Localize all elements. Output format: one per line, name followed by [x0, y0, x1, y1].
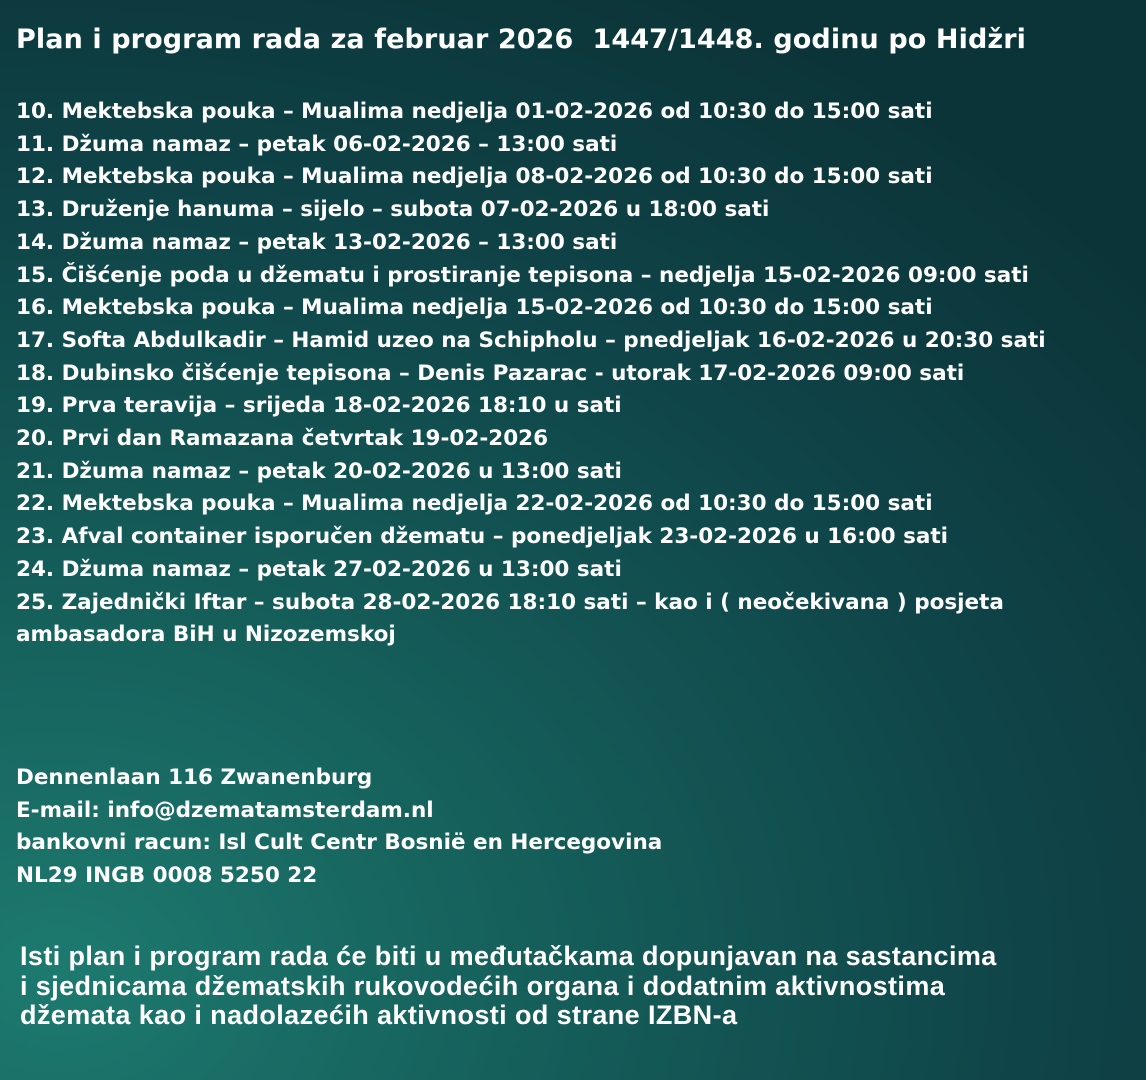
list-item: 15. Čišćenje poda u džematu i prostiranje tepisona – nedjelja 15-02-2026 09:00 sati [16, 262, 1029, 288]
closing-note: Isti plan i program rada će biti u međutačkama dopunjavan na sastancima i sjednicama džematskih rukovodećih organa i dodatnim aktivnostima džemata kao i nadolazećih aktivnosti od strane IZBN-a [20, 941, 997, 1030]
list-item: 18. Dubinsko čišćenje tepisona – Denis Pazarac - utorak 17-02-2026 09:00 sati [16, 360, 965, 386]
list-item: 13. Druženje hanuma – sijelo – subota 07-02-2026 u 18:00 sati [16, 197, 770, 223]
list-item: 16. Mektebska pouka – Mualima nedjelja 15-02-2026 od 10:30 do 15:00 sati [16, 295, 933, 321]
list-item: 11. Džuma namaz – petak 06-02-2026 – 13:00 sati [16, 131, 618, 157]
list-item: 19. Prva teravija – srijeda 18-02-2026 18:10 u sati [16, 393, 622, 419]
list-item: 22. Mektebska pouka – Mualima nedjelja 22-02-2026 od 10:30 do 15:00 sati [16, 491, 933, 517]
list-item: 20. Prvi dan Ramazana četvrtak 19-02-2026 [16, 426, 549, 452]
iban: NL29 INGB 0008 5250 22 [16, 863, 318, 889]
bank-account: bankovni racun: Isl Cult Centr Bosnië en Hercegovina [16, 830, 663, 856]
list-item: 12. Mektebska pouka – Mualima nedjelja 08-02-2026 od 10:30 do 15:00 sati [16, 164, 933, 190]
list-item: 23. Afval container isporučen džematu – ponedjeljak 23-02-2026 u 16:00 sati [16, 524, 949, 550]
list-item: 14. Džuma namaz – petak 13-02-2026 – 13:00 sati [16, 229, 618, 255]
address: Dennenlaan 116 Zwanenburg [16, 765, 373, 790]
list-item: 24. Džuma namaz – petak 27-02-2026 u 13:00 sati [16, 556, 622, 582]
program-list [16, 96, 1136, 651]
page-title: Plan i program rada za februar 2026 1447/1448. godinu po Hidžri [16, 24, 1027, 55]
list-item: 21. Džuma namaz – petak 20-02-2026 u 13:00 sati [16, 458, 622, 484]
list-item: 17. Softa Abdulkadir – Hamid uzeo na Schipholu – pnedjeljak 16-02-2026 u 20:30 sati [16, 327, 1046, 353]
email: E-mail: info@dzematamsterdam.nl [16, 797, 434, 823]
list-item: 10. Mektebska pouka – Mualima nedjelja 01-02-2026 od 10:30 do 15:00 sati [16, 99, 933, 124]
list-item: 25. Zajednički Iftar – subota 28-02-2026 18:10 sati – kao i ( neočekivana ) posjeta ambasadora BiH u Nizozemskoj [16, 589, 1004, 647]
contact-block [16, 762, 662, 893]
